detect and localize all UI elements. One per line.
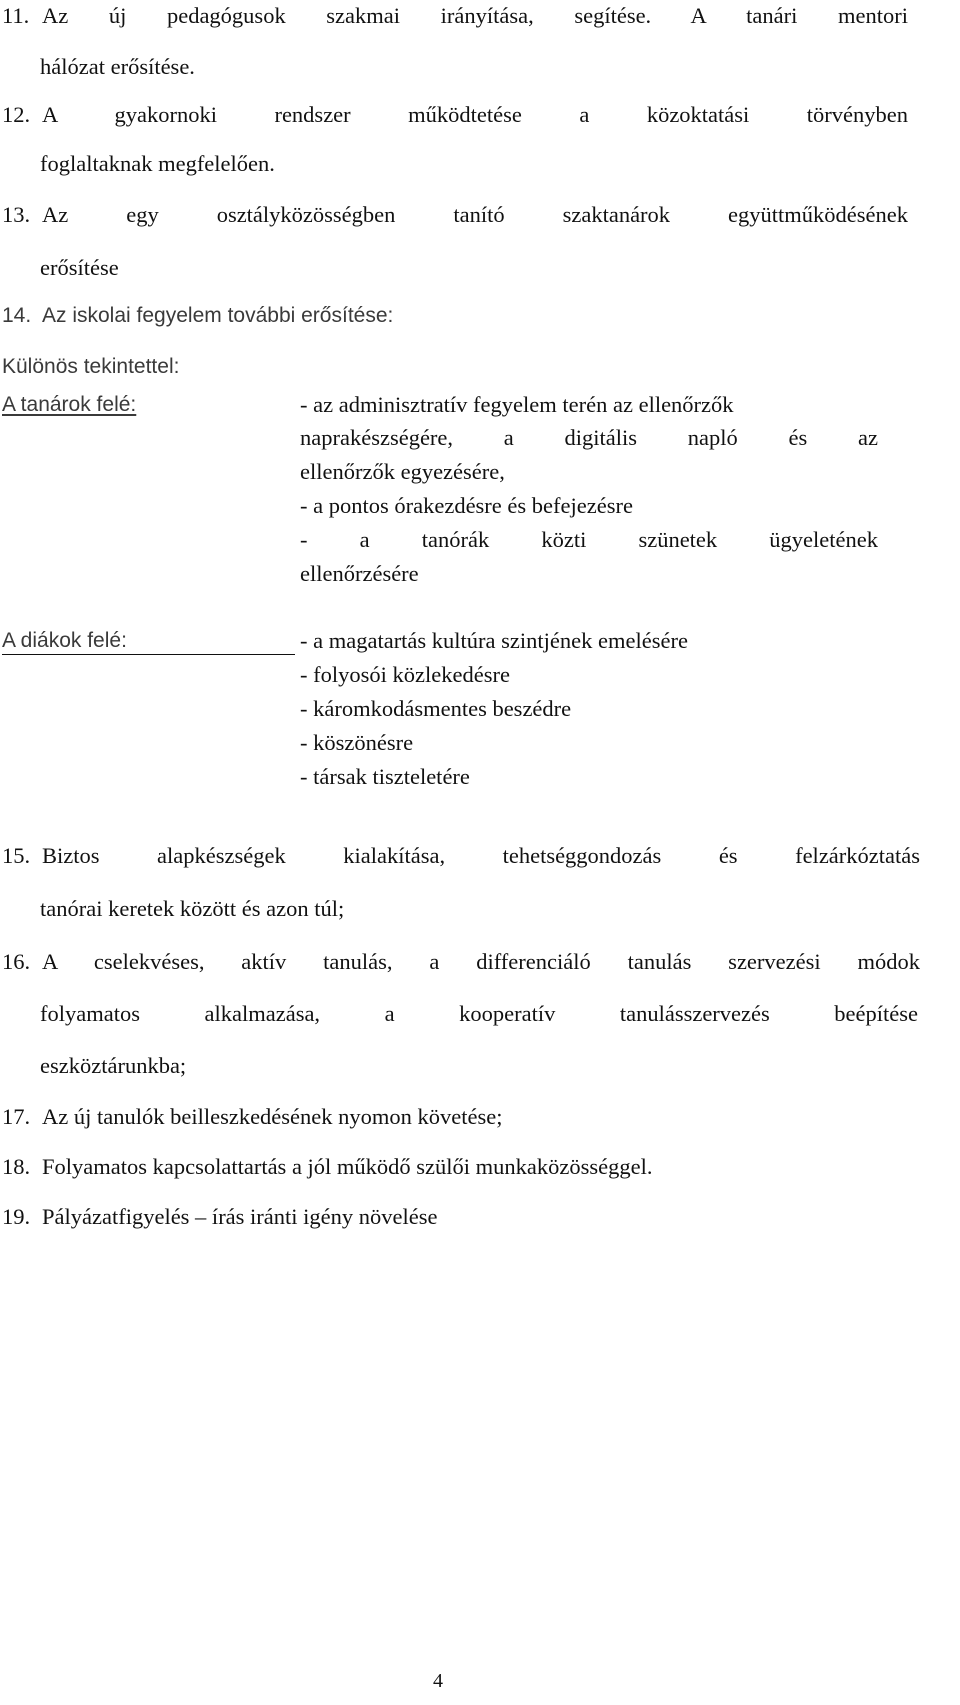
teachers-line-1: - az adminisztratív fegyelem terén az ellenőrzők — [300, 392, 734, 417]
item-text-line: Biztos alapkészségek kialakítása, tehetséggondozás és felzárkóztatás — [42, 843, 920, 868]
item-text-line: Az új tanulók beilleszkedésének nyomon követése; — [42, 1104, 503, 1129]
students-label-underline — [2, 654, 295, 655]
list-item-16-continuation-1: folyamatos alkalmazása, a kooperatív tanulásszervezés beépítése — [40, 1001, 918, 1026]
item-number: 12. — [2, 102, 31, 127]
students-line-4: - köszönésre — [300, 730, 414, 755]
students-line-1: - a magatartás kultúra szintjének emelésére — [300, 628, 688, 653]
list-item-13-continuation: erősítése — [40, 255, 119, 280]
teachers-line-4: - a pontos órakezdésre és befejezésre — [300, 493, 633, 518]
list-item-18 — [2, 1156, 653, 1179]
teachers-line-3: ellenőrzők egyezésére, — [300, 459, 505, 484]
list-item-12-continuation: foglaltaknak megfelelően. — [40, 151, 275, 176]
list-item-16 — [2, 951, 920, 974]
page-number: 4 — [433, 1670, 443, 1692]
teachers-line-2: naprakészségére, a digitális napló és az — [300, 425, 878, 450]
students-line-3: - káromkodásmentes beszédre — [300, 696, 572, 721]
list-item-12 — [2, 104, 920, 127]
list-item-14 — [2, 305, 393, 326]
item-text-line: Az új pedagógusok szakmai irányítása, segítése. A tanári mentori — [42, 3, 908, 28]
list-item-16-continuation-2: eszköztárunkba; — [40, 1053, 187, 1078]
item-text-line: A gyakornoki rendszer működtetése a közoktatási törvényben — [42, 102, 908, 127]
item-number: 15. — [2, 843, 31, 868]
list-item-11-continuation: hálózat erősítése. — [40, 54, 195, 79]
students-line-2: - folyosói közlekedésre — [300, 662, 510, 687]
item-text-line: A cselekvéses, aktív tanulás, a differenciáló tanulás szervezési módok — [42, 949, 920, 974]
students-label: A diákok felé: — [2, 629, 127, 652]
item-number: 13. — [2, 202, 31, 227]
students-line-5: - társak tiszteletére — [300, 764, 470, 789]
item-number: 16. — [2, 949, 31, 974]
item-text-line: Az iskolai fegyelem további erősítése: — [42, 304, 394, 327]
item-text-line: Pályázatfigyelés – írás iránti igény növelése — [42, 1204, 438, 1229]
item-number: 17. — [2, 1104, 31, 1129]
item-number: 18. — [2, 1154, 31, 1179]
item-text-line: Az egy osztályközösségben tanító szaktanárok együttműködésének — [42, 202, 908, 227]
item-number: 11. — [2, 3, 30, 28]
list-item-15 — [2, 845, 920, 868]
item-text-line: Folyamatos kapcsolattartás a jól működő szülői munkaközösséggel. — [42, 1154, 653, 1179]
list-item-19 — [2, 1206, 438, 1229]
list-item-11 — [2, 5, 920, 28]
list-item-15-continuation: tanórai keretek között és azon túl; — [40, 896, 345, 921]
item-number: 19. — [2, 1204, 31, 1229]
list-item-17 — [2, 1106, 503, 1129]
item-number: 14. — [2, 304, 32, 327]
teachers-line-6: ellenőrzésére — [300, 561, 419, 586]
list-item-13 — [2, 204, 920, 227]
special-heading: Különös tekintettel: — [2, 355, 180, 378]
teachers-label: A tanárok felé: — [2, 393, 137, 416]
teachers-line-5: - a tanórák közti szünetek ügyeletének — [300, 527, 878, 552]
